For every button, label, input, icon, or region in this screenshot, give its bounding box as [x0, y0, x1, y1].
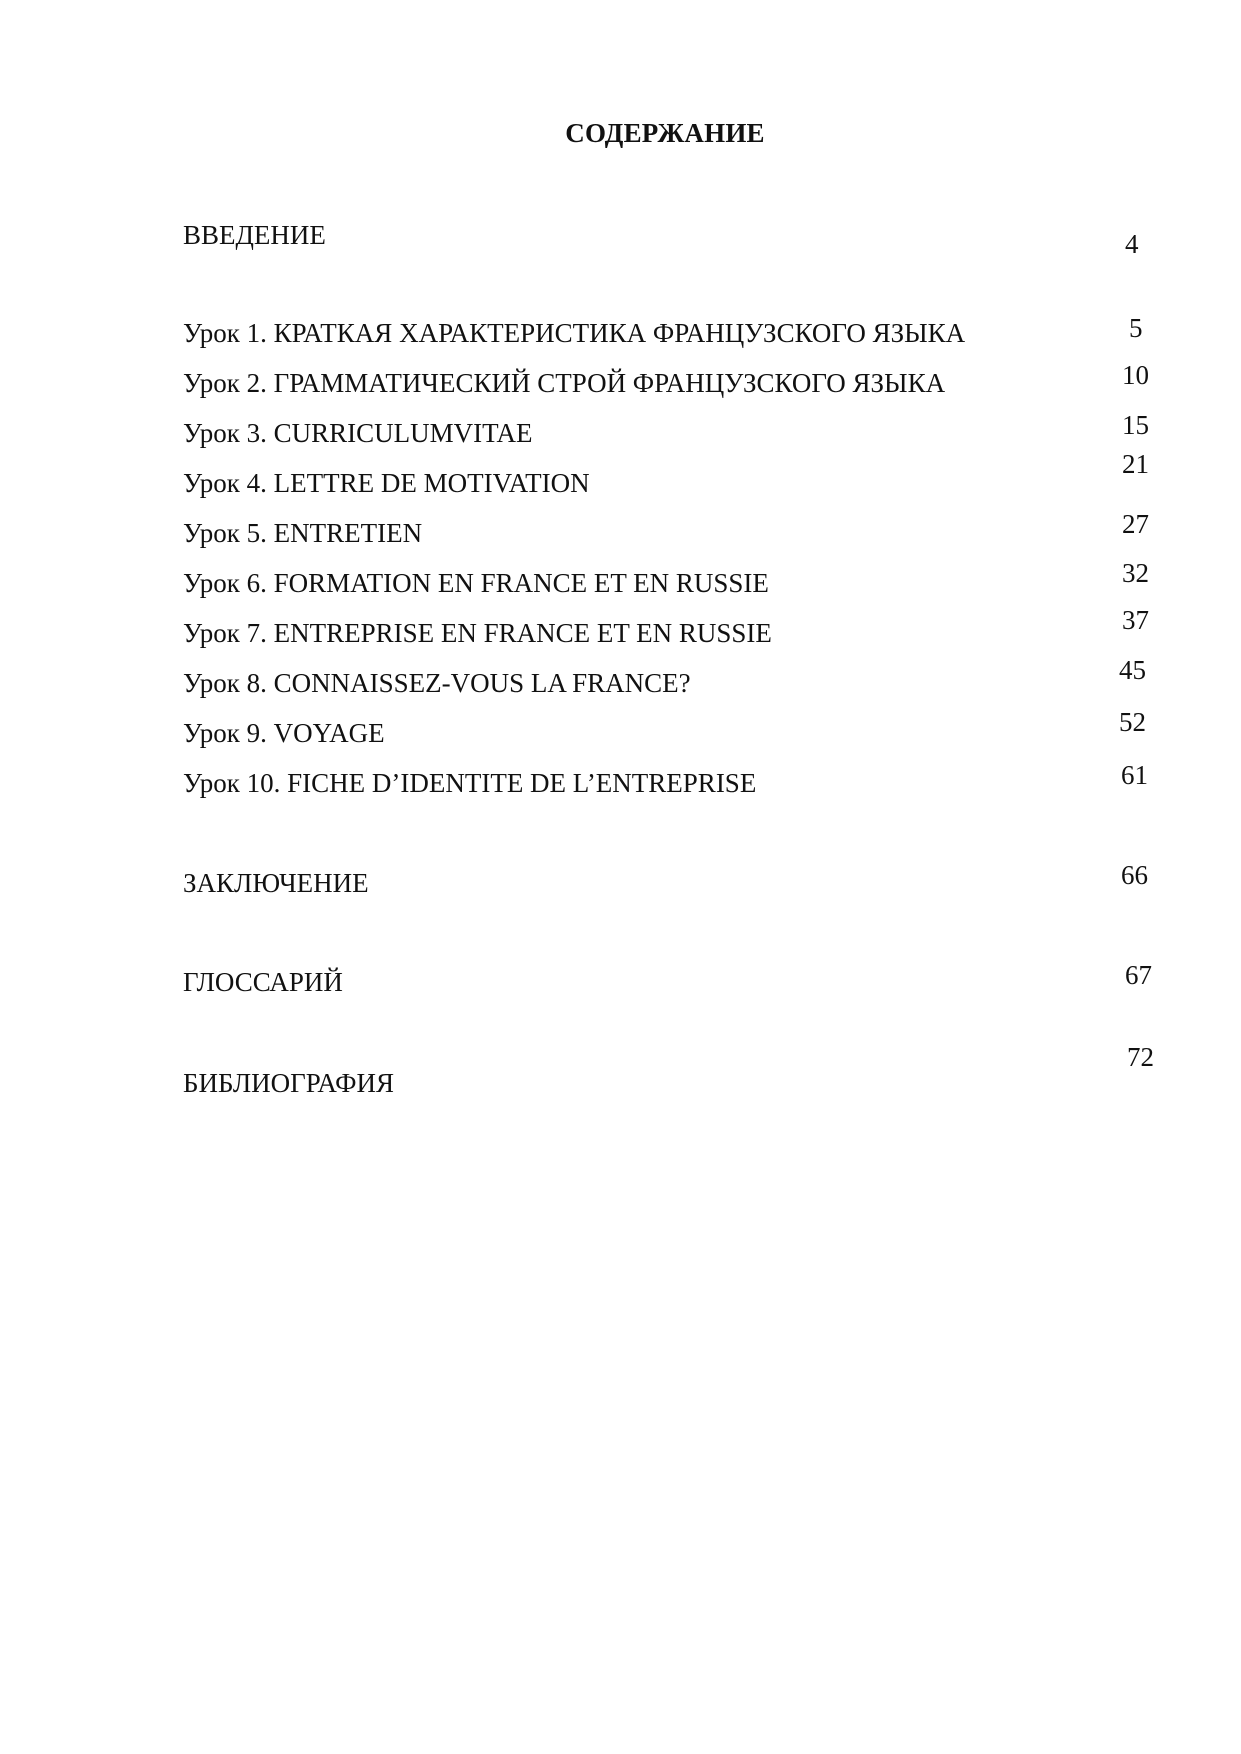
- toc-entry-introduction: ВВЕДЕНИЕ: [183, 220, 326, 250]
- page-title: СОДЕРЖАНИЕ: [565, 118, 765, 148]
- toc-page-introduction: 4: [1125, 229, 1139, 259]
- toc-entry-lesson-9: Урок 9. VOYAGE: [183, 718, 385, 748]
- toc-page-lesson-10: 61: [1121, 760, 1148, 790]
- toc-page-lesson-3: 15: [1122, 410, 1149, 440]
- toc-page-conclusion: 66: [1121, 860, 1148, 890]
- toc-entry-bibliography: БИБЛИОГРАФИЯ: [183, 1068, 394, 1098]
- toc-page-lesson-4: 21: [1122, 449, 1149, 479]
- toc-page-lesson-7: 37: [1122, 605, 1149, 635]
- toc-page-lesson-9: 52: [1119, 707, 1146, 737]
- toc-entry-lesson-7: Урок 7. ENTREPRISE EN FRANCE ET EN RUSSIE: [183, 618, 772, 648]
- toc-entry-lesson-2: Урок 2. ГРАММАТИЧЕСКИЙ СТРОЙ ФРАНЦУЗСКОГО ЯЗЫКА: [183, 368, 946, 398]
- toc-page-bibliography: 72: [1127, 1042, 1154, 1072]
- toc-entry-lesson-10: Урок 10. FICHE D’IDENTITE DE L’ENTREPRISE: [183, 768, 757, 798]
- toc-page-lesson-1: 5: [1129, 313, 1143, 343]
- toc-page-lesson-6: 32: [1122, 558, 1149, 588]
- toc-entry-lesson-8: Урок 8. CONNAISSEZ-VOUS LA FRANCE?: [183, 668, 691, 698]
- toc-entry-conclusion: ЗАКЛЮЧЕНИЕ: [183, 868, 369, 898]
- toc-entry-lesson-5: Урок 5. ENTRETIEN: [183, 518, 423, 548]
- toc-entry-lesson-6: Урок 6. FORMATION EN FRANCE ET EN RUSSIE: [183, 568, 769, 598]
- toc-page-lesson-5: 27: [1122, 509, 1149, 539]
- toc-page-glossary: 67: [1125, 960, 1152, 990]
- toc-page-lesson-2: 10: [1122, 360, 1149, 390]
- toc-page-lesson-8: 45: [1119, 655, 1146, 685]
- toc-entry-lesson-3: Урок 3. CURRICULUMVITAE: [183, 418, 533, 448]
- toc-entry-glossary: ГЛОССАРИЙ: [183, 967, 343, 997]
- toc-entry-lesson-1: Урок 1. КРАТКАЯ ХАРАКТЕРИСТИКА ФРАНЦУЗСКОГО ЯЗЫКА: [183, 318, 966, 348]
- toc-entry-lesson-4: Урок 4. LETTRE DE MOTIVATION: [183, 468, 590, 498]
